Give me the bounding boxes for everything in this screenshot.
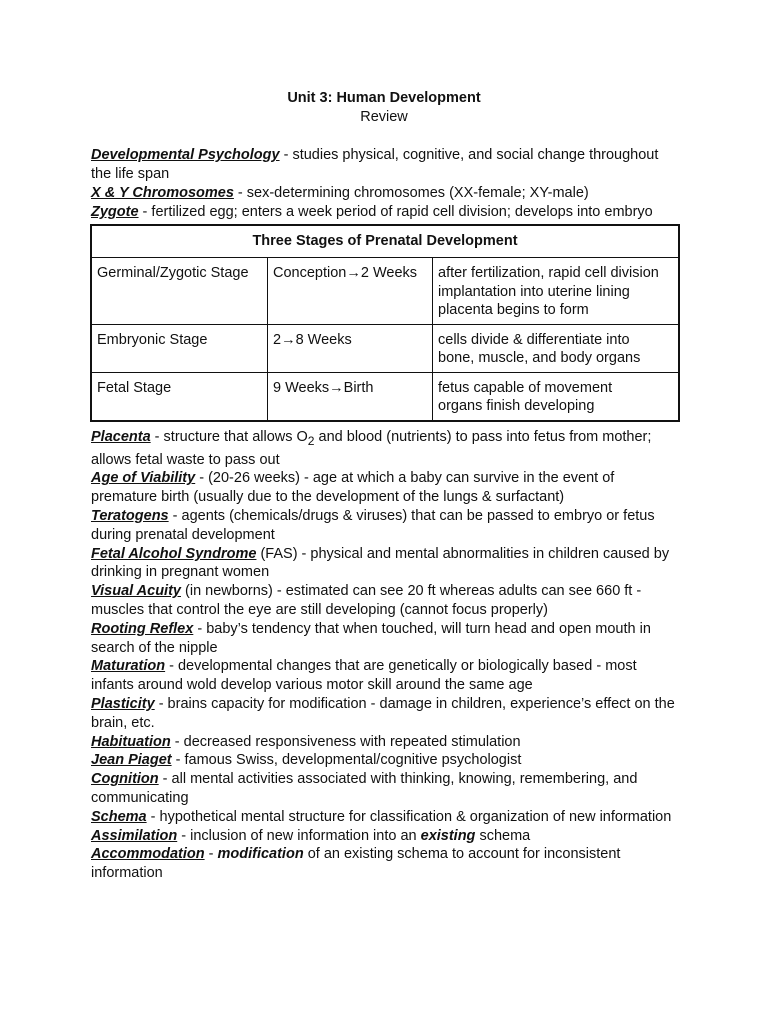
definition-text: - baby’s tendency that when touched, will turn head and open mouth in search of the nipple (91, 620, 651, 656)
definition-text: - hypothetical mental structure for classification & organization of new information (146, 808, 672, 825)
note-line: organs finish developing (438, 398, 595, 414)
definition-item-assimilation (91, 827, 681, 846)
definition-term: Assimilation (91, 827, 178, 844)
table-row (91, 258, 679, 325)
definition-item (91, 657, 681, 695)
note-line: bone, muscle, and body organs (438, 350, 641, 366)
definition-item (91, 733, 681, 752)
definition-term: Plasticity (91, 696, 155, 713)
note-line: implantation into uterine lining (438, 283, 630, 300)
page-title: Unit 3: Human Development (287, 90, 481, 106)
definition-term: Teratogens (91, 508, 169, 525)
definition-item (91, 751, 681, 770)
definition-item (91, 545, 681, 583)
page-subtitle: Review (360, 109, 408, 125)
definition-item (91, 808, 681, 827)
table-row (91, 324, 679, 372)
notes-cell (433, 258, 680, 325)
definition-term: Developmental Psychology (91, 147, 280, 163)
prenatal-stages-table (90, 224, 680, 422)
definition-text: - (204, 846, 218, 863)
definition-term: Cognition (91, 771, 159, 788)
definition-text: - inclusion of new information into an (177, 827, 421, 844)
definition-text: - developmental changes that are genetically or biologically based - most infants around wold develop various motor skill around the same age (91, 658, 637, 694)
definition-text: - all mental activities associated with thinking, knowing, remembering, and communicating (91, 771, 638, 807)
timing-cell: 2→8 Weeks (268, 324, 433, 372)
subscript: 2 (307, 433, 315, 448)
definition-item (91, 203, 681, 222)
definition-item (91, 507, 681, 545)
definition-item (91, 469, 681, 507)
definition-text: - (20-26 weeks) - age at which a baby can survive in the event of premature birth (usually due to the development of the lungs & surfactant) (91, 470, 615, 506)
stage-cell: Fetal Stage (91, 372, 268, 421)
note-line: fetus capable of movement (438, 379, 613, 396)
notes-cell (433, 324, 680, 372)
definition-text: (FAS) - physical and mental abnormalities in children caused by drinking in pregnant women (91, 545, 670, 581)
definition-item (91, 695, 681, 733)
definition-item (91, 770, 681, 808)
definition-term: Fetal Alcohol Syndrome (91, 545, 257, 562)
definition-term: Schema (91, 808, 147, 825)
definition-item (91, 620, 681, 658)
definition-text: - sex-determining chromosomes (XX-female; XY-male) (233, 185, 589, 201)
notes-cell (433, 372, 680, 421)
definition-text: - structure that allows O (150, 429, 308, 445)
definition-item-accommodation (91, 845, 681, 883)
definition-text: - decreased responsiveness with repeated stimulation (170, 733, 521, 750)
note-line: placenta begins to form (438, 302, 589, 318)
table-title: Three Stages of Prenatal Development (91, 225, 679, 258)
emphasis-text: modification (217, 846, 304, 863)
definition-term: X & Y Chromosomes (91, 185, 234, 201)
definition-term: Age of Viability (91, 470, 196, 487)
definition-term: Zygote (91, 204, 139, 220)
definition-item (91, 146, 681, 184)
definitions-bottom (91, 428, 681, 883)
definition-text: - agents (chemicals/drugs & viruses) that can be passed to embryo or fetus during prenatal development (91, 508, 655, 543)
stage-cell: Embryonic Stage (91, 324, 268, 372)
definition-term: Accommodation (91, 846, 205, 863)
stage-cell: Germinal/Zygotic Stage (91, 258, 268, 325)
definition-text: - studies physical, cognitive, and social change throughout the life span (91, 147, 659, 182)
definition-term: Jean Piaget (91, 752, 172, 769)
definition-text: schema (475, 827, 531, 844)
definition-item-placenta (91, 428, 681, 469)
definition-term: Maturation (91, 658, 166, 675)
definitions-top (91, 146, 681, 222)
emphasis-text: existing (420, 827, 476, 844)
definition-item (91, 582, 681, 620)
definition-text: (in newborns) - estimated can see 20 ft whereas adults can see 660 ft - muscles that control the eye are still developing (cannot focus properly) (91, 583, 642, 619)
note-line: cells divide & differentiate into (438, 331, 630, 348)
note-line: after fertilization, rapid cell division (438, 265, 659, 281)
definition-item (91, 184, 681, 203)
definition-term: Placenta (91, 429, 151, 445)
definition-term: Habituation (91, 733, 171, 750)
definition-text: - brains capacity for modification - damage in children, experience’s effect on the brain, etc. (91, 696, 675, 731)
definition-text: and blood (nutrients) to pass into fetus from mother; allows fetal waste to pass out (91, 429, 652, 468)
definition-text: - famous Swiss, developmental/cognitive psychologist (171, 752, 522, 769)
definition-term: Rooting Reflex (91, 620, 194, 637)
definition-term: Visual Acuity (91, 583, 181, 600)
definition-text: of an existing schema to account for inconsistent information (91, 846, 621, 882)
timing-cell: Conception→2 Weeks (268, 258, 433, 325)
table-row (91, 372, 679, 421)
timing-cell: 9 Weeks→Birth (268, 372, 433, 421)
definition-text: - fertilized egg; enters a week period of rapid cell division; develops into embryo (138, 204, 653, 220)
